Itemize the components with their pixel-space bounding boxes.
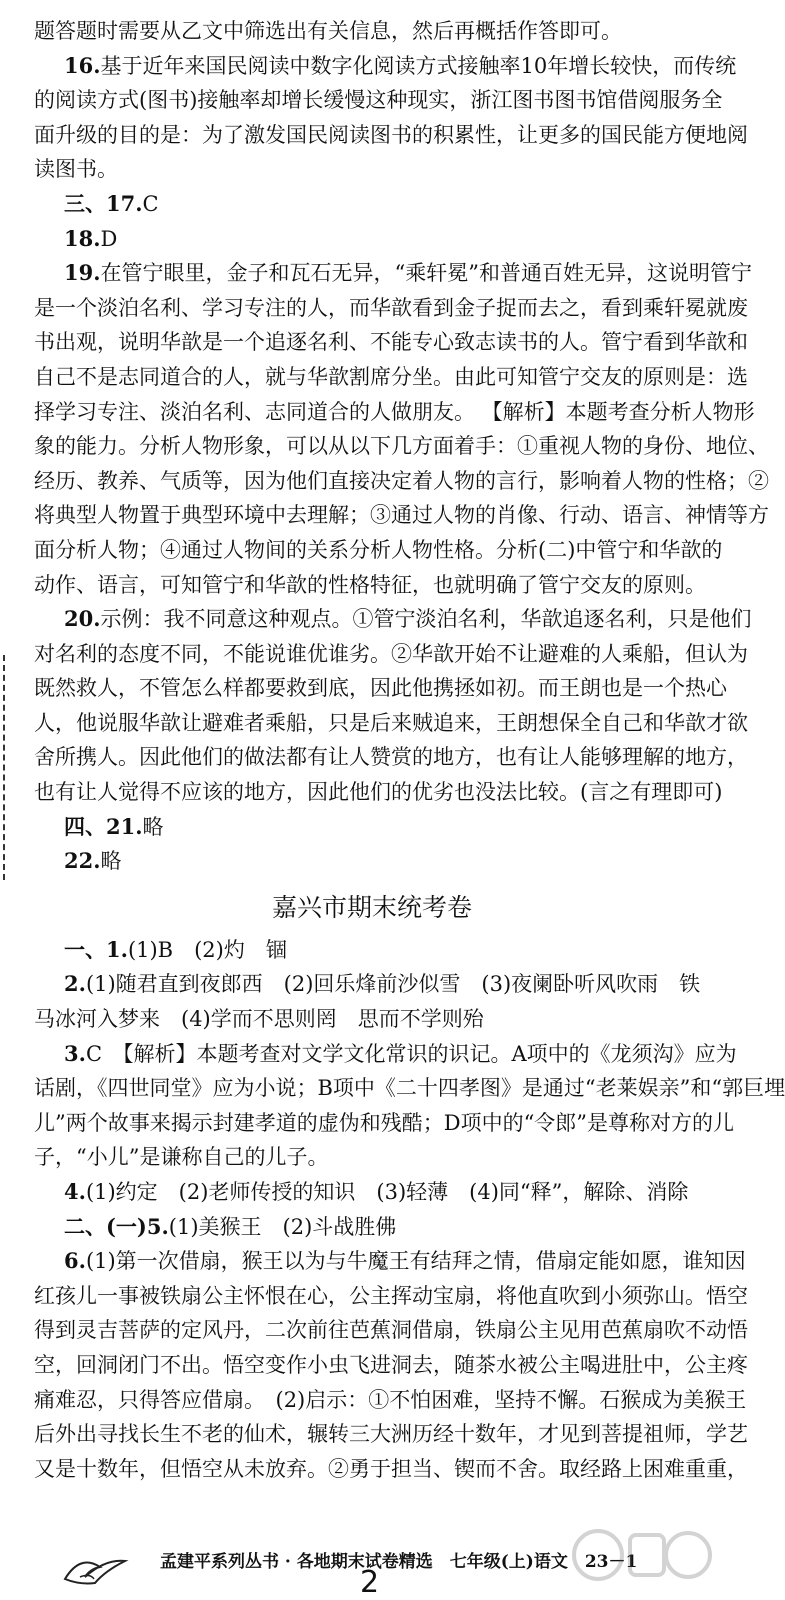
answer-line (34, 1348, 748, 1383)
answer-line (34, 602, 752, 637)
answer-text: 略 (142, 814, 164, 839)
answer-text: 空，回洞闭门不出。悟空变作小虫飞进洞去，随茶水被公主喝进肚中，公主疼 (34, 1352, 748, 1377)
publisher-bird-logo (60, 1549, 130, 1593)
answer-line (34, 844, 710, 879)
answer-text: D (100, 226, 118, 251)
answer-line (34, 222, 710, 257)
answer-line (34, 740, 748, 775)
answer-content (34, 14, 785, 1486)
answer-text: 舍所携人。因此他们的做法都有让人赞赏的地方，也有让人能够理解的地方， (34, 745, 748, 770)
answer-line (34, 1313, 748, 1348)
answer-line (34, 14, 710, 49)
answer-line (34, 533, 723, 568)
answer-text: 是一个淡泊名利、学习专注的人，而华歆看到金子捉而去之，看到乘轩冕就废 (34, 295, 748, 320)
answer-line (34, 83, 723, 118)
answer-text: 择学习专注、淡泊名利、志同道合的人做朋友。 【解析】本题考查分析人物形 (34, 399, 755, 424)
answer-text: 对名利的态度不同，不能说谁优谁劣。②华歆开始不让避难的人乘船，但认为 (34, 641, 748, 666)
answer-text: 题答题时需要从乙文中筛选出有关信息，然后再概括作答即可。 (34, 19, 622, 43)
answer-line (34, 1210, 710, 1245)
answer-line (34, 464, 769, 499)
answer-line (34, 671, 727, 706)
answer-text: 象的能力。分析人物形象，可以从以下几方面着手：①重视人物的身份、地位、 (34, 434, 769, 459)
question-number: 18. (64, 225, 101, 251)
answer-text: C (142, 191, 159, 216)
answer-text: 儿”两个故事来揭示封建孝道的虚伪和残酷；D项中的“令郎”是尊称对方的儿 (34, 1110, 735, 1135)
answer-text: 既然救人，不管怎么样都要救到底，因此他携拯如初。而王朗也是一个热心 (34, 676, 727, 701)
question-number: 2. (64, 971, 86, 997)
answer-text: 得到灵吉菩萨的定风丹，二次前往芭蕉洞借扇，铁扇公主见用芭蕉扇吹不动悟 (34, 1318, 748, 1343)
answer-line (34, 291, 748, 326)
answer-text: 书出观，说明华歆是一个追逐名利、不能专心致志读书的人。管宁看到华歆和 (34, 330, 748, 355)
question-number: 22. (64, 848, 101, 874)
answer-line (34, 429, 769, 464)
answer-line (34, 152, 710, 187)
answer-line (34, 498, 769, 533)
answer-text: 后外出寻找长生不老的仙术，辗转三大洲历经十数年，才见到菩提祖师，学艺 (34, 1422, 748, 1447)
answer-text: 马冰河入梦来 (4)学而不思则罔 思而不学则殆 (34, 1007, 484, 1032)
answer-text: (1)美猴王 (2)斗战胜佛 (168, 1214, 397, 1239)
question-number: 19. (64, 260, 101, 286)
answer-line (34, 1037, 737, 1072)
footer-text: 孟建平系列丛书 · 各地期末试卷精选 七年级(上)语文 23－1 (160, 1552, 638, 1572)
section-title: 嘉兴市期末统考卷 (271, 892, 472, 922)
question-number: 二、(一)5. (64, 1213, 169, 1239)
answer-line (34, 1106, 735, 1141)
answer-text: 话剧，《四世同堂》应为小说；B项中《二十四孝图》是通过“老莱娱亲”和“郭巨埋 (34, 1076, 785, 1101)
answer-line (34, 395, 755, 430)
answer-text: 又是十数年，但悟空从未放弃。②勇于担当、锲而不舍。取经路上困难重重， (34, 1456, 748, 1481)
answer-line (34, 187, 710, 222)
question-number: 四、21. (64, 813, 143, 839)
answer-text: (1)随君直到夜郎西 (2)回乐烽前沙似雪 (3)夜阑卧听风吹雨 铁 (85, 972, 701, 997)
answer-line (34, 49, 737, 84)
answer-text: 面分析人物；④通过人物间的关系分析人物性格。分析(二)中管宁和华歆的 (34, 537, 723, 562)
answer-line (34, 1417, 748, 1452)
answer-line (34, 325, 748, 360)
question-number: 16. (64, 52, 101, 78)
answer-text: (1)约定 (2)老师传授的知识 (3)轻薄 (4)同“释”，解除、消除 (85, 1180, 689, 1204)
answer-line (34, 706, 748, 741)
answer-line (34, 1452, 748, 1487)
answer-line (34, 1244, 746, 1279)
question-number: 3. (64, 1040, 86, 1066)
binding-dashed-line (3, 655, 11, 880)
watermark-logo (568, 1525, 718, 1585)
answer-text: 在管宁眼里，金子和瓦石无异，“乘轩冕”和普通百姓无异，这说明管宁 (100, 261, 753, 286)
answer-text: 红孩儿一事被铁扇公主怀恨在心，公主挥动宝扇，将他直吹到小须弥山。悟空 (34, 1283, 748, 1308)
answer-text: 将典型人物置于典型环境中去理解；③通过人物的肖像、行动、语言、神情等方 (34, 503, 769, 528)
answer-line (34, 1175, 710, 1210)
answer-text: 自己不是志同道合的人，就与华歆割席分坐。由此可知管宁交友的原则是：选 (34, 364, 748, 389)
question-number: 20. (64, 606, 101, 632)
answer-line (34, 256, 753, 291)
answer-text: 示例：我不同意这种观点。①管宁淡泊名利，华歆追逐名利，只是他们 (100, 607, 752, 632)
answer-line (34, 933, 710, 968)
question-number: 三、17. (64, 190, 143, 216)
answer-text: 的阅读方式(图书)接触率却增长缓慢这种现实，浙江图书图书馆借阅服务全 (34, 88, 723, 113)
answer-text: 经历、教养、气质等，因为他们直接决定着人物的言行，影响着人物的性格；② (34, 468, 769, 493)
answer-text: (1)B (2)灼 锢 (127, 937, 287, 962)
answers-block-top (34, 14, 769, 879)
answer-line (34, 637, 748, 672)
answer-line (34, 118, 748, 153)
answer-line (34, 775, 723, 810)
answer-line (34, 1383, 747, 1418)
question-number: 一、1. (64, 936, 128, 962)
answer-text: 读图书。 (34, 157, 118, 182)
answer-text: 痛难忍，只得答应借扇。 (2)启示：①不怕困难，坚持不懈。石猴成为美猴王 (34, 1387, 747, 1412)
answer-text: (1)第一次借扇，猴王以为与牛魔王有结拜之情，借扇定能如愿，谁知因 (85, 1249, 746, 1274)
answer-text: 也有让人觉得不应该的地方，因此他们的优劣也没法比较。(言之有理即可) (34, 780, 723, 805)
question-number: 4. (64, 1179, 86, 1204)
answers-block-jiaxing (34, 933, 785, 1487)
answer-text: 面升级的目的是：为了激发国民阅读图书的积累性，让更多的国民能方便地阅 (34, 122, 748, 147)
answer-line (34, 1279, 748, 1314)
answer-text: C 【解析】本题考查对文学文化常识的识记。A项中的《龙须沟》应为 (85, 1041, 737, 1066)
question-number: 6. (64, 1248, 86, 1274)
answer-text: 略 (100, 849, 122, 874)
answer-line (34, 568, 710, 603)
answer-text: 基于近年来国民阅读中数字化阅读方式接触率10年增长较快，而传统 (100, 53, 737, 78)
answer-line (34, 360, 748, 395)
answer-text: 子，“小儿”是谦称自己的儿子。 (34, 1145, 329, 1170)
answer-text: 人，他说服华歆让避难者乘船，只是后来贼追来，王朗想保全自己和华歆才欲 (34, 710, 748, 735)
answer-line (34, 1140, 710, 1175)
handwritten-page-number: 2 (360, 1565, 380, 1600)
answer-line (34, 967, 710, 1002)
answer-line (34, 810, 710, 845)
answer-text: 动作、语言，可知管宁和华歆的性格特征，也就明确了管宁交友的原则。 (34, 572, 706, 597)
answer-line (34, 1071, 785, 1106)
answer-line (34, 1002, 710, 1037)
